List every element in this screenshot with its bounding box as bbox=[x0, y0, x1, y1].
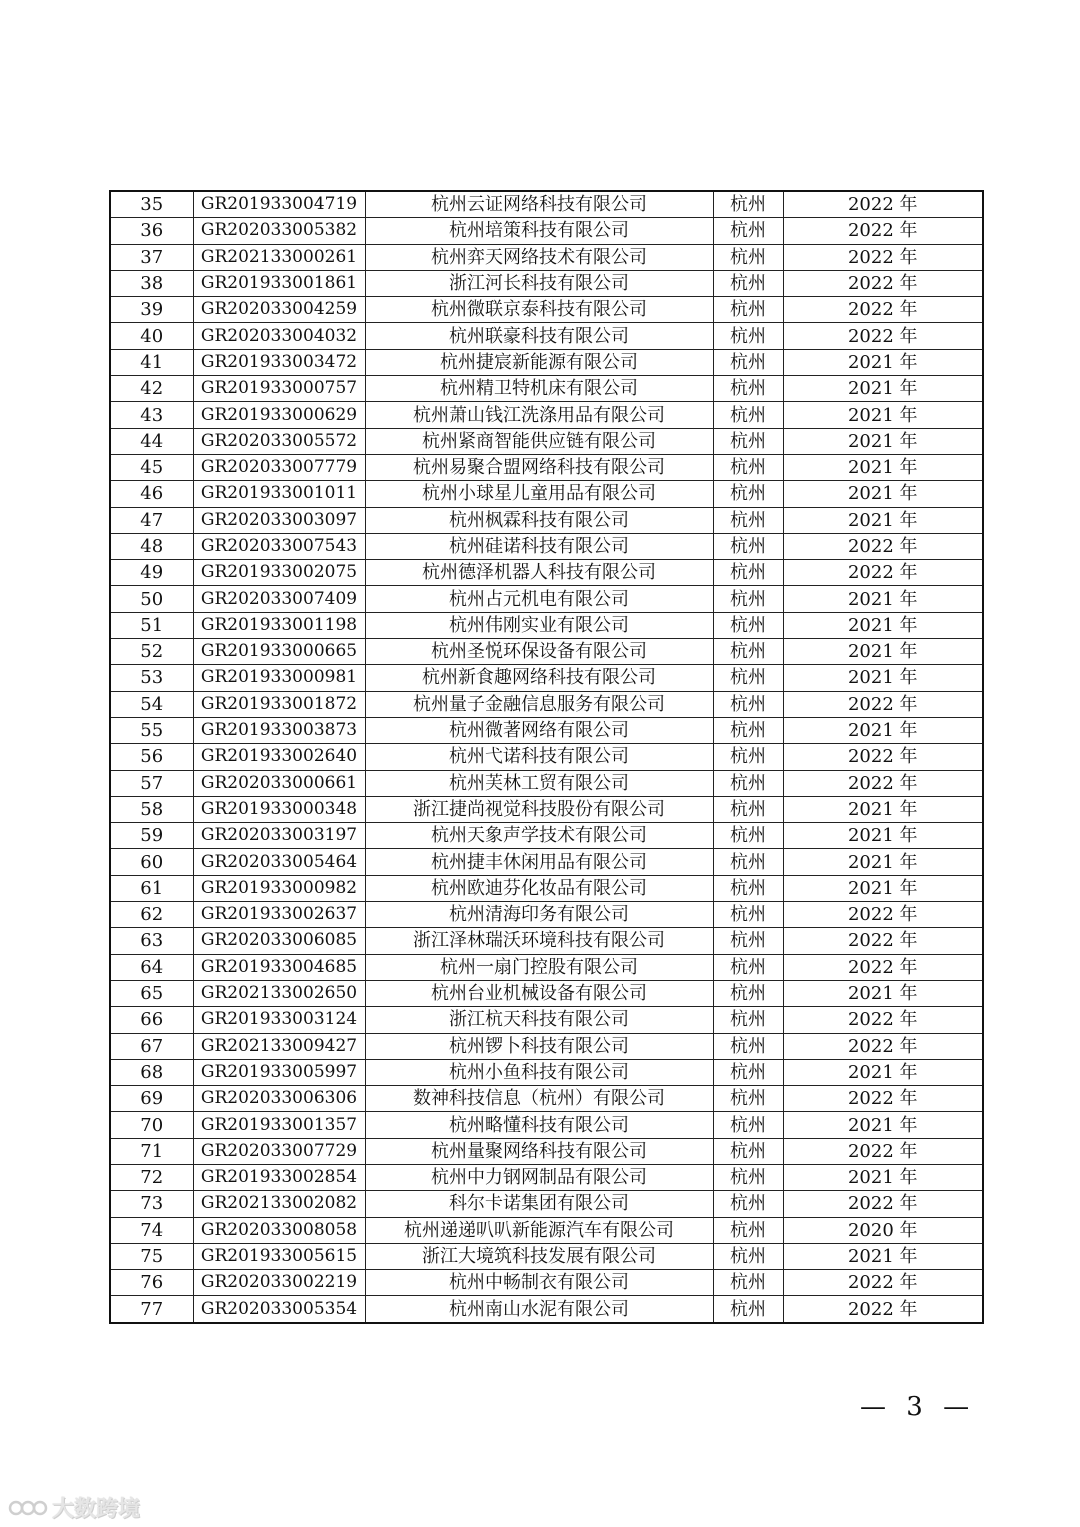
certificate-code-cell: GR201933002637 bbox=[193, 902, 365, 928]
table-row bbox=[110, 323, 983, 349]
watermark-logo-icon bbox=[8, 1495, 48, 1521]
year-cell: 2022 年 bbox=[783, 1033, 983, 1059]
table-row bbox=[110, 1033, 983, 1059]
city-cell: 杭州 bbox=[713, 639, 783, 665]
table-row bbox=[110, 849, 983, 875]
year-cell: 2022 年 bbox=[783, 744, 983, 770]
company-name-cell: 杭州中畅制衣有限公司 bbox=[365, 1270, 713, 1296]
city-cell: 杭州 bbox=[713, 691, 783, 717]
city-cell: 杭州 bbox=[713, 270, 783, 296]
table-row bbox=[110, 744, 983, 770]
row-index-cell: 55 bbox=[110, 717, 193, 743]
certificate-code-cell: GR202033008058 bbox=[193, 1217, 365, 1243]
certificate-code-cell: GR202033005464 bbox=[193, 849, 365, 875]
enterprise-table bbox=[109, 190, 984, 1324]
year-cell: 2022 年 bbox=[783, 297, 983, 323]
year-cell: 2022 年 bbox=[783, 560, 983, 586]
year-cell: 2021 年 bbox=[783, 796, 983, 822]
company-name-cell: 杭州弈天网络技术有限公司 bbox=[365, 244, 713, 270]
company-name-cell: 杭州弋诺科技有限公司 bbox=[365, 744, 713, 770]
company-name-cell: 杭州略懂科技有限公司 bbox=[365, 1112, 713, 1138]
table-row bbox=[110, 1243, 983, 1269]
city-cell: 杭州 bbox=[713, 954, 783, 980]
certificate-code-cell: GR202033003197 bbox=[193, 823, 365, 849]
certificate-code-cell: GR202033007779 bbox=[193, 454, 365, 480]
city-cell: 杭州 bbox=[713, 796, 783, 822]
year-cell: 2022 年 bbox=[783, 1138, 983, 1164]
company-name-cell: 杭州硅诺科技有限公司 bbox=[365, 533, 713, 559]
row-index-cell: 46 bbox=[110, 481, 193, 507]
city-cell: 杭州 bbox=[713, 849, 783, 875]
row-index-cell: 35 bbox=[110, 191, 193, 218]
certificate-code-cell: GR202133009427 bbox=[193, 1033, 365, 1059]
year-cell: 2022 年 bbox=[783, 954, 983, 980]
company-name-cell: 杭州台业机械设备有限公司 bbox=[365, 980, 713, 1006]
city-cell: 杭州 bbox=[713, 1007, 783, 1033]
city-cell: 杭州 bbox=[713, 1086, 783, 1112]
row-index-cell: 75 bbox=[110, 1243, 193, 1269]
year-cell: 2021 年 bbox=[783, 980, 983, 1006]
year-cell: 2022 年 bbox=[783, 1270, 983, 1296]
row-index-cell: 48 bbox=[110, 533, 193, 559]
certificate-code-cell: GR201933005997 bbox=[193, 1059, 365, 1085]
city-cell: 杭州 bbox=[713, 717, 783, 743]
certificate-code-cell: GR202033007543 bbox=[193, 533, 365, 559]
city-cell: 杭州 bbox=[713, 1296, 783, 1323]
city-cell: 杭州 bbox=[713, 1191, 783, 1217]
certificate-code-cell: GR201933001198 bbox=[193, 612, 365, 638]
certificate-code-cell: GR201933002075 bbox=[193, 560, 365, 586]
row-index-cell: 73 bbox=[110, 1191, 193, 1217]
row-index-cell: 68 bbox=[110, 1059, 193, 1085]
company-name-cell: 杭州小鱼科技有限公司 bbox=[365, 1059, 713, 1085]
city-cell: 杭州 bbox=[713, 665, 783, 691]
year-cell: 2022 年 bbox=[783, 770, 983, 796]
page-number: — 3 — bbox=[860, 1392, 976, 1422]
year-cell: 2022 年 bbox=[783, 323, 983, 349]
table-body bbox=[110, 191, 983, 1323]
year-cell: 2022 年 bbox=[783, 928, 983, 954]
city-cell: 杭州 bbox=[713, 376, 783, 402]
row-index-cell: 59 bbox=[110, 823, 193, 849]
row-index-cell: 70 bbox=[110, 1112, 193, 1138]
company-name-cell: 杭州占元机电有限公司 bbox=[365, 586, 713, 612]
row-index-cell: 71 bbox=[110, 1138, 193, 1164]
table-row bbox=[110, 928, 983, 954]
city-cell: 杭州 bbox=[713, 481, 783, 507]
year-cell: 2022 年 bbox=[783, 1191, 983, 1217]
certificate-code-cell: GR201933000348 bbox=[193, 796, 365, 822]
city-cell: 杭州 bbox=[713, 533, 783, 559]
certificate-code-cell: GR202033002219 bbox=[193, 1270, 365, 1296]
certificate-code-cell: GR201933001861 bbox=[193, 270, 365, 296]
company-name-cell: 浙江大境筑科技发展有限公司 bbox=[365, 1243, 713, 1269]
year-cell: 2022 年 bbox=[783, 218, 983, 244]
row-index-cell: 41 bbox=[110, 349, 193, 375]
city-cell: 杭州 bbox=[713, 1270, 783, 1296]
city-cell: 杭州 bbox=[713, 770, 783, 796]
company-name-cell: 杭州伟刚实业有限公司 bbox=[365, 612, 713, 638]
certificate-code-cell: GR202033004032 bbox=[193, 323, 365, 349]
table-row bbox=[110, 507, 983, 533]
company-name-cell: 浙江杭天科技有限公司 bbox=[365, 1007, 713, 1033]
row-index-cell: 52 bbox=[110, 639, 193, 665]
city-cell: 杭州 bbox=[713, 349, 783, 375]
certificate-code-cell: GR202033006085 bbox=[193, 928, 365, 954]
year-cell: 2021 年 bbox=[783, 1059, 983, 1085]
table-row bbox=[110, 1059, 983, 1085]
year-cell: 2021 年 bbox=[783, 849, 983, 875]
row-index-cell: 60 bbox=[110, 849, 193, 875]
row-index-cell: 51 bbox=[110, 612, 193, 638]
row-index-cell: 56 bbox=[110, 744, 193, 770]
row-index-cell: 39 bbox=[110, 297, 193, 323]
row-index-cell: 42 bbox=[110, 376, 193, 402]
city-cell: 杭州 bbox=[713, 1059, 783, 1085]
company-name-cell: 杭州圣悦环保设备有限公司 bbox=[365, 639, 713, 665]
city-cell: 杭州 bbox=[713, 1033, 783, 1059]
row-index-cell: 40 bbox=[110, 323, 193, 349]
certificate-code-cell: GR202033007729 bbox=[193, 1138, 365, 1164]
certificate-code-cell: GR201933002640 bbox=[193, 744, 365, 770]
city-cell: 杭州 bbox=[713, 1112, 783, 1138]
year-cell: 2022 年 bbox=[783, 691, 983, 717]
row-index-cell: 77 bbox=[110, 1296, 193, 1323]
company-name-cell: 杭州培策科技有限公司 bbox=[365, 218, 713, 244]
table-row bbox=[110, 1138, 983, 1164]
row-index-cell: 61 bbox=[110, 875, 193, 901]
row-index-cell: 49 bbox=[110, 560, 193, 586]
company-name-cell: 杭州德泽机器人科技有限公司 bbox=[365, 560, 713, 586]
row-index-cell: 38 bbox=[110, 270, 193, 296]
year-cell: 2021 年 bbox=[783, 1112, 983, 1138]
table-row bbox=[110, 823, 983, 849]
table-row bbox=[110, 639, 983, 665]
year-cell: 2021 年 bbox=[783, 507, 983, 533]
company-name-cell: 浙江泽林瑞沃环境科技有限公司 bbox=[365, 928, 713, 954]
company-name-cell: 杭州锣卜科技有限公司 bbox=[365, 1033, 713, 1059]
table-row bbox=[110, 586, 983, 612]
year-cell: 2021 年 bbox=[783, 402, 983, 428]
year-cell: 2021 年 bbox=[783, 875, 983, 901]
certificate-code-cell: GR202033004259 bbox=[193, 297, 365, 323]
table-row bbox=[110, 1270, 983, 1296]
table-row bbox=[110, 1164, 983, 1190]
table-row bbox=[110, 270, 983, 296]
city-cell: 杭州 bbox=[713, 507, 783, 533]
table-row bbox=[110, 349, 983, 375]
watermark bbox=[8, 1492, 140, 1523]
table-row bbox=[110, 297, 983, 323]
row-index-cell: 64 bbox=[110, 954, 193, 980]
company-name-cell: 杭州小球星儿童用品有限公司 bbox=[365, 481, 713, 507]
table-row bbox=[110, 665, 983, 691]
company-name-cell: 杭州云证网络科技有限公司 bbox=[365, 191, 713, 218]
table-row bbox=[110, 875, 983, 901]
city-cell: 杭州 bbox=[713, 402, 783, 428]
table-row bbox=[110, 1086, 983, 1112]
year-cell: 2021 年 bbox=[783, 481, 983, 507]
row-index-cell: 45 bbox=[110, 454, 193, 480]
certificate-code-cell: GR201933000757 bbox=[193, 376, 365, 402]
table-row bbox=[110, 454, 983, 480]
table-row bbox=[110, 481, 983, 507]
table-row bbox=[110, 691, 983, 717]
year-cell: 2022 年 bbox=[783, 902, 983, 928]
table-row bbox=[110, 717, 983, 743]
certificate-code-cell: GR201933000982 bbox=[193, 875, 365, 901]
year-cell: 2021 年 bbox=[783, 586, 983, 612]
city-cell: 杭州 bbox=[713, 297, 783, 323]
year-cell: 2020 年 bbox=[783, 1217, 983, 1243]
table-row bbox=[110, 218, 983, 244]
company-name-cell: 浙江河长科技有限公司 bbox=[365, 270, 713, 296]
year-cell: 2021 年 bbox=[783, 376, 983, 402]
certificate-code-cell: GR202133002650 bbox=[193, 980, 365, 1006]
year-cell: 2022 年 bbox=[783, 244, 983, 270]
year-cell: 2022 年 bbox=[783, 1296, 983, 1323]
year-cell: 2021 年 bbox=[783, 717, 983, 743]
year-cell: 2021 年 bbox=[783, 349, 983, 375]
company-name-cell: 杭州易聚合盟网络科技有限公司 bbox=[365, 454, 713, 480]
row-index-cell: 66 bbox=[110, 1007, 193, 1033]
certificate-code-cell: GR201933002854 bbox=[193, 1164, 365, 1190]
company-name-cell: 杭州天象声学技术有限公司 bbox=[365, 823, 713, 849]
city-cell: 杭州 bbox=[713, 428, 783, 454]
year-cell: 2021 年 bbox=[783, 639, 983, 665]
city-cell: 杭州 bbox=[713, 191, 783, 218]
certificate-code-cell: GR201933000665 bbox=[193, 639, 365, 665]
year-cell: 2021 年 bbox=[783, 612, 983, 638]
row-index-cell: 36 bbox=[110, 218, 193, 244]
company-name-cell: 杭州量子金融信息服务有限公司 bbox=[365, 691, 713, 717]
city-cell: 杭州 bbox=[713, 586, 783, 612]
row-index-cell: 76 bbox=[110, 1270, 193, 1296]
table-row bbox=[110, 191, 983, 218]
row-index-cell: 72 bbox=[110, 1164, 193, 1190]
company-name-cell: 杭州芙林工贸有限公司 bbox=[365, 770, 713, 796]
year-cell: 2021 年 bbox=[783, 428, 983, 454]
city-cell: 杭州 bbox=[713, 454, 783, 480]
row-index-cell: 57 bbox=[110, 770, 193, 796]
city-cell: 杭州 bbox=[713, 1164, 783, 1190]
table-row bbox=[110, 612, 983, 638]
certificate-code-cell: GR201933004719 bbox=[193, 191, 365, 218]
company-name-cell: 杭州南山水泥有限公司 bbox=[365, 1296, 713, 1323]
company-name-cell: 杭州递递叭叭新能源汽车有限公司 bbox=[365, 1217, 713, 1243]
city-cell: 杭州 bbox=[713, 1243, 783, 1269]
certificate-code-cell: GR202033003097 bbox=[193, 507, 365, 533]
row-index-cell: 65 bbox=[110, 980, 193, 1006]
year-cell: 2022 年 bbox=[783, 1086, 983, 1112]
certificate-code-cell: GR202033005382 bbox=[193, 218, 365, 244]
company-name-cell: 杭州微联京泰科技有限公司 bbox=[365, 297, 713, 323]
year-cell: 2022 年 bbox=[783, 191, 983, 218]
row-index-cell: 43 bbox=[110, 402, 193, 428]
row-index-cell: 50 bbox=[110, 586, 193, 612]
certificate-code-cell: GR201933000629 bbox=[193, 402, 365, 428]
table-row bbox=[110, 1112, 983, 1138]
table-row bbox=[110, 1191, 983, 1217]
year-cell: 2021 年 bbox=[783, 454, 983, 480]
row-index-cell: 74 bbox=[110, 1217, 193, 1243]
company-name-cell: 杭州新食趣网络科技有限公司 bbox=[365, 665, 713, 691]
table-row bbox=[110, 770, 983, 796]
row-index-cell: 63 bbox=[110, 928, 193, 954]
company-name-cell: 杭州中力钢网制品有限公司 bbox=[365, 1164, 713, 1190]
row-index-cell: 47 bbox=[110, 507, 193, 533]
table-row bbox=[110, 533, 983, 559]
certificate-code-cell: GR202033007409 bbox=[193, 586, 365, 612]
city-cell: 杭州 bbox=[713, 560, 783, 586]
row-index-cell: 54 bbox=[110, 691, 193, 717]
table-row bbox=[110, 560, 983, 586]
company-name-cell: 杭州欧迪芬化妆品有限公司 bbox=[365, 875, 713, 901]
year-cell: 2022 年 bbox=[783, 270, 983, 296]
certificate-code-cell: GR201933003472 bbox=[193, 349, 365, 375]
city-cell: 杭州 bbox=[713, 1217, 783, 1243]
certificate-code-cell: GR201933001011 bbox=[193, 481, 365, 507]
city-cell: 杭州 bbox=[713, 823, 783, 849]
city-cell: 杭州 bbox=[713, 875, 783, 901]
year-cell: 2021 年 bbox=[783, 1243, 983, 1269]
year-cell: 2021 年 bbox=[783, 823, 983, 849]
company-name-cell: 杭州联豪科技有限公司 bbox=[365, 323, 713, 349]
company-name-cell: 杭州一扇门控股有限公司 bbox=[365, 954, 713, 980]
city-cell: 杭州 bbox=[713, 980, 783, 1006]
row-index-cell: 62 bbox=[110, 902, 193, 928]
certificate-code-cell: GR202033006306 bbox=[193, 1086, 365, 1112]
row-index-cell: 58 bbox=[110, 796, 193, 822]
row-index-cell: 69 bbox=[110, 1086, 193, 1112]
city-cell: 杭州 bbox=[713, 902, 783, 928]
year-cell: 2022 年 bbox=[783, 533, 983, 559]
company-name-cell: 杭州捷丰休闲用品有限公司 bbox=[365, 849, 713, 875]
watermark-text: 大数跨境 bbox=[52, 1497, 141, 1522]
company-name-cell: 浙江捷尚视觉科技股份有限公司 bbox=[365, 796, 713, 822]
certificate-code-cell: GR201933003873 bbox=[193, 717, 365, 743]
row-index-cell: 67 bbox=[110, 1033, 193, 1059]
table-row bbox=[110, 1296, 983, 1323]
certificate-code-cell: GR202033005354 bbox=[193, 1296, 365, 1323]
company-name-cell: 杭州紧商智能供应链有限公司 bbox=[365, 428, 713, 454]
table-row bbox=[110, 980, 983, 1006]
city-cell: 杭州 bbox=[713, 1138, 783, 1164]
certificate-code-cell: GR201933005615 bbox=[193, 1243, 365, 1269]
table-row bbox=[110, 376, 983, 402]
company-name-cell: 杭州萧山钱江洗涤用品有限公司 bbox=[365, 402, 713, 428]
company-name-cell: 科尔卡诺集团有限公司 bbox=[365, 1191, 713, 1217]
company-name-cell: 数神科技信息（杭州）有限公司 bbox=[365, 1086, 713, 1112]
year-cell: 2021 年 bbox=[783, 665, 983, 691]
table-row bbox=[110, 428, 983, 454]
table-row bbox=[110, 954, 983, 980]
table-row bbox=[110, 796, 983, 822]
row-index-cell: 44 bbox=[110, 428, 193, 454]
city-cell: 杭州 bbox=[713, 244, 783, 270]
company-name-cell: 杭州量聚网络科技有限公司 bbox=[365, 1138, 713, 1164]
certificate-code-cell: GR202133000261 bbox=[193, 244, 365, 270]
company-name-cell: 杭州枫霖科技有限公司 bbox=[365, 507, 713, 533]
table-row bbox=[110, 1007, 983, 1033]
table-row bbox=[110, 1217, 983, 1243]
city-cell: 杭州 bbox=[713, 928, 783, 954]
certificate-code-cell: GR201933001357 bbox=[193, 1112, 365, 1138]
certificate-code-cell: GR201933004685 bbox=[193, 954, 365, 980]
company-name-cell: 杭州精卫特机床有限公司 bbox=[365, 376, 713, 402]
table-row bbox=[110, 244, 983, 270]
year-cell: 2022 年 bbox=[783, 1007, 983, 1033]
year-cell: 2021 年 bbox=[783, 1164, 983, 1190]
certificate-code-cell: GR201933003124 bbox=[193, 1007, 365, 1033]
company-name-cell: 杭州微著网络有限公司 bbox=[365, 717, 713, 743]
certificate-code-cell: GR201933000981 bbox=[193, 665, 365, 691]
row-index-cell: 53 bbox=[110, 665, 193, 691]
certificate-code-cell: GR202033000661 bbox=[193, 770, 365, 796]
city-cell: 杭州 bbox=[713, 744, 783, 770]
city-cell: 杭州 bbox=[713, 612, 783, 638]
certificate-code-cell: GR202133002082 bbox=[193, 1191, 365, 1217]
city-cell: 杭州 bbox=[713, 323, 783, 349]
city-cell: 杭州 bbox=[713, 218, 783, 244]
certificate-code-cell: GR202033005572 bbox=[193, 428, 365, 454]
certificate-code-cell: GR201933001872 bbox=[193, 691, 365, 717]
row-index-cell: 37 bbox=[110, 244, 193, 270]
company-name-cell: 杭州捷宸新能源有限公司 bbox=[365, 349, 713, 375]
table-row bbox=[110, 902, 983, 928]
company-name-cell: 杭州清海印务有限公司 bbox=[365, 902, 713, 928]
table-row bbox=[110, 402, 983, 428]
